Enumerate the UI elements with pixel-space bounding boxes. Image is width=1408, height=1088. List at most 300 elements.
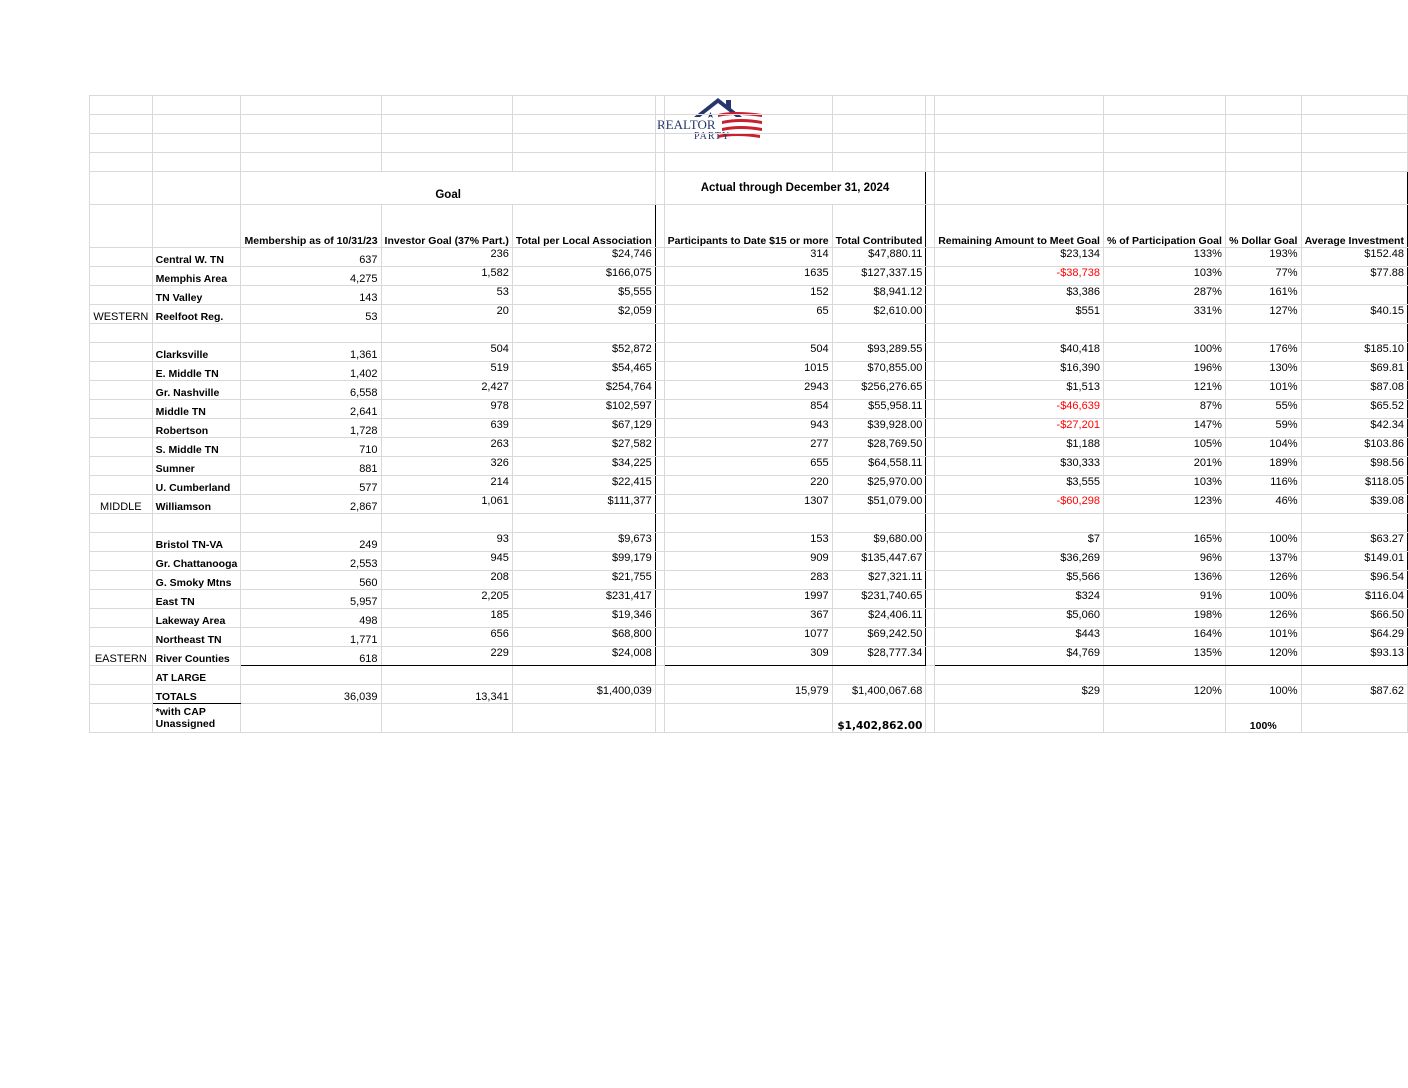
avg-investment-value: $87.08 bbox=[1301, 381, 1407, 400]
total-pct-participation: 120% bbox=[1103, 685, 1225, 704]
participants-value: 1015 bbox=[664, 362, 832, 381]
empty-cell bbox=[832, 514, 926, 533]
membership-value: 881 bbox=[241, 457, 381, 476]
membership-value: 1,402 bbox=[241, 362, 381, 381]
participants-value: 854 bbox=[664, 400, 832, 419]
avg-investment-value: $98.56 bbox=[1301, 457, 1407, 476]
investor-goal-value: 639 bbox=[381, 419, 512, 438]
total-local-value: $24,008 bbox=[512, 647, 655, 666]
empty-cell bbox=[926, 609, 935, 628]
investor-goal-value: 978 bbox=[381, 400, 512, 419]
empty-cell bbox=[832, 666, 926, 685]
empty-cell bbox=[664, 704, 832, 733]
participants-value: 909 bbox=[664, 552, 832, 571]
pct-participation-value: 198% bbox=[1103, 609, 1225, 628]
table-row bbox=[90, 438, 1408, 457]
association-name: East TN bbox=[152, 590, 241, 609]
contributed-value: $8,941.12 bbox=[832, 286, 926, 305]
contributed-value: $64,558.11 bbox=[832, 457, 926, 476]
table-row bbox=[90, 476, 1408, 495]
empty-cell bbox=[90, 533, 153, 552]
empty-cell bbox=[512, 324, 655, 343]
cap-contributed: $1,402,862.00 bbox=[832, 704, 926, 733]
pct-participation-value: 103% bbox=[1103, 267, 1225, 286]
membership-value: 4,275 bbox=[241, 267, 381, 286]
empty-cell bbox=[935, 666, 1104, 685]
empty-cell bbox=[1103, 514, 1225, 533]
empty-cell bbox=[926, 305, 935, 324]
empty-cell bbox=[512, 514, 655, 533]
membership-value: 53 bbox=[241, 305, 381, 324]
total-membership: 36,039 bbox=[241, 685, 381, 704]
empty-cell bbox=[90, 590, 153, 609]
empty-cell bbox=[90, 552, 153, 571]
remaining-value: $1,513 bbox=[935, 381, 1104, 400]
avg-investment-value: $64.29 bbox=[1301, 628, 1407, 647]
table-row bbox=[90, 590, 1408, 609]
membership-value: 637 bbox=[241, 248, 381, 267]
empty-cell bbox=[90, 248, 153, 267]
pct-participation-value: 135% bbox=[1103, 647, 1225, 666]
empty-cell bbox=[90, 438, 153, 457]
participants-value: 1997 bbox=[664, 590, 832, 609]
table-row bbox=[90, 419, 1408, 438]
participants-value: 1077 bbox=[664, 628, 832, 647]
goal-header: Goal bbox=[435, 188, 461, 201]
total-local-value: $22,415 bbox=[512, 476, 655, 495]
avg-investment-value: $39.08 bbox=[1301, 495, 1407, 514]
pct-dollar-value: 137% bbox=[1225, 552, 1301, 571]
table-row bbox=[90, 495, 1408, 514]
contributed-value: $256,276.65 bbox=[832, 381, 926, 400]
participants-value: 309 bbox=[664, 647, 832, 666]
empty-cell bbox=[926, 457, 935, 476]
empty-cell bbox=[926, 419, 935, 438]
empty-cell bbox=[926, 704, 935, 733]
empty-cell bbox=[241, 666, 381, 685]
empty-cell bbox=[926, 685, 935, 704]
remaining-value: $30,333 bbox=[935, 457, 1104, 476]
total-remaining: $29 bbox=[935, 685, 1104, 704]
investor-goal-value: 93 bbox=[381, 533, 512, 552]
pct-participation-value: 133% bbox=[1103, 248, 1225, 267]
remaining-value: $16,390 bbox=[935, 362, 1104, 381]
empty-cell bbox=[90, 381, 153, 400]
empty-cell bbox=[655, 324, 664, 343]
pct-participation-value: 121% bbox=[1103, 381, 1225, 400]
contributed-value: $135,447.67 bbox=[832, 552, 926, 571]
investor-goal-value: 2,205 bbox=[381, 590, 512, 609]
investor-goal-value: 519 bbox=[381, 362, 512, 381]
pct-dollar-value: 46% bbox=[1225, 495, 1301, 514]
association-name: Sumner bbox=[152, 457, 241, 476]
logo-line2: PARTY bbox=[694, 131, 731, 140]
contributed-value: $2,610.00 bbox=[832, 305, 926, 324]
empty-cell bbox=[926, 400, 935, 419]
pct-participation-value: 100% bbox=[1103, 343, 1225, 362]
contributed-value: $24,406.11 bbox=[832, 609, 926, 628]
contributed-value: $39,928.00 bbox=[832, 419, 926, 438]
remaining-value: $40,418 bbox=[935, 343, 1104, 362]
empty-cell bbox=[1301, 324, 1407, 343]
empty-cell bbox=[926, 248, 935, 267]
empty-cell bbox=[926, 590, 935, 609]
contributed-value: $93,289.55 bbox=[832, 343, 926, 362]
association-name: Northeast TN bbox=[152, 628, 241, 647]
pct-dollar-value: 120% bbox=[1225, 647, 1301, 666]
participants-value: 655 bbox=[664, 457, 832, 476]
col-total-per-local: Total per Local Association bbox=[512, 205, 655, 248]
avg-investment-value: $116.04 bbox=[1301, 590, 1407, 609]
empty-cell bbox=[655, 666, 664, 685]
empty-cell bbox=[1301, 704, 1407, 733]
participants-value: 153 bbox=[664, 533, 832, 552]
empty-cell bbox=[1301, 666, 1407, 685]
at-large-label: AT LARGE bbox=[152, 666, 241, 685]
empty-cell bbox=[926, 343, 935, 362]
empty-cell bbox=[926, 647, 935, 666]
association-name: E. Middle TN bbox=[152, 362, 241, 381]
investor-goal-value: 214 bbox=[381, 476, 512, 495]
col-participants: Participants to Date $15 or more bbox=[664, 205, 832, 248]
association-name: Lakeway Area bbox=[152, 609, 241, 628]
col-total-contributed: Total Contributed bbox=[832, 205, 926, 248]
association-name: Middle TN bbox=[152, 400, 241, 419]
pct-dollar-value: 176% bbox=[1225, 343, 1301, 362]
total-pct-dollar: 100% bbox=[1225, 685, 1301, 704]
empty-cell bbox=[241, 514, 381, 533]
total-local-value: $24,746 bbox=[512, 248, 655, 267]
empty-cell bbox=[90, 514, 153, 533]
total-local-value: $166,075 bbox=[512, 267, 655, 286]
remaining-value: $1,188 bbox=[935, 438, 1104, 457]
pct-participation-value: 196% bbox=[1103, 362, 1225, 381]
investor-goal-value: 208 bbox=[381, 571, 512, 590]
remaining-value: $324 bbox=[935, 590, 1104, 609]
membership-value: 5,957 bbox=[241, 590, 381, 609]
col-remaining: Remaining Amount to Meet Goal bbox=[935, 205, 1104, 248]
empty-cell bbox=[655, 704, 664, 733]
table-row bbox=[90, 571, 1408, 590]
empty-cell bbox=[926, 533, 935, 552]
totals-label: TOTALS bbox=[152, 685, 241, 704]
empty-cell bbox=[655, 305, 664, 324]
association-name: U. Cumberland bbox=[152, 476, 241, 495]
table-row bbox=[90, 609, 1408, 628]
cap-label-line2: Unassigned bbox=[155, 718, 216, 730]
pct-dollar-value: 104% bbox=[1225, 438, 1301, 457]
total-local: $1,400,039 bbox=[512, 685, 655, 704]
total-local-value: $99,179 bbox=[512, 552, 655, 571]
participants-value: 283 bbox=[664, 571, 832, 590]
empty-cell bbox=[1103, 666, 1225, 685]
empty-cell bbox=[381, 324, 512, 343]
membership-value: 577 bbox=[241, 476, 381, 495]
total-participants: 15,979 bbox=[664, 685, 832, 704]
pct-participation-value: 331% bbox=[1103, 305, 1225, 324]
total-local-value: $2,059 bbox=[512, 305, 655, 324]
table-row bbox=[90, 305, 1408, 324]
empty-cell bbox=[381, 514, 512, 533]
participants-value: 367 bbox=[664, 609, 832, 628]
empty-cell bbox=[655, 457, 664, 476]
total-local-value: $67,129 bbox=[512, 419, 655, 438]
association-name: Bristol TN-VA bbox=[152, 533, 241, 552]
total-local-value: $5,555 bbox=[512, 286, 655, 305]
pct-participation-value: 123% bbox=[1103, 495, 1225, 514]
pct-participation-value: 201% bbox=[1103, 457, 1225, 476]
membership-value: 710 bbox=[241, 438, 381, 457]
pac-investment-table bbox=[89, 95, 1408, 733]
empty-cell bbox=[655, 495, 664, 514]
blank-row bbox=[90, 514, 1408, 533]
empty-cell bbox=[1301, 514, 1407, 533]
contributed-value: $27,321.11 bbox=[832, 571, 926, 590]
remaining-value: $4,769 bbox=[935, 647, 1104, 666]
investor-goal-value: 236 bbox=[381, 248, 512, 267]
logo-line1: REALTOR bbox=[657, 117, 716, 132]
table-row bbox=[90, 343, 1408, 362]
investor-goal-value: 53 bbox=[381, 286, 512, 305]
table-row bbox=[90, 457, 1408, 476]
empty-cell bbox=[241, 704, 381, 733]
total-local-value: $102,597 bbox=[512, 400, 655, 419]
investor-goal-value: 20 bbox=[381, 305, 512, 324]
association-name: Williamson bbox=[152, 495, 241, 514]
empty-cell bbox=[926, 438, 935, 457]
pct-dollar-value: 130% bbox=[1225, 362, 1301, 381]
membership-value: 560 bbox=[241, 571, 381, 590]
pct-dollar-value: 100% bbox=[1225, 590, 1301, 609]
avg-investment-value: $65.52 bbox=[1301, 400, 1407, 419]
empty-cell bbox=[926, 267, 935, 286]
avg-investment-value: $42.34 bbox=[1301, 419, 1407, 438]
pct-dollar-value: 126% bbox=[1225, 609, 1301, 628]
contributed-value: $231,740.65 bbox=[832, 590, 926, 609]
pct-dollar-value: 161% bbox=[1225, 286, 1301, 305]
pct-dollar-value: 101% bbox=[1225, 628, 1301, 647]
remaining-value: $3,555 bbox=[935, 476, 1104, 495]
empty-cell bbox=[926, 381, 935, 400]
association-name: Clarksville bbox=[152, 343, 241, 362]
empty-cell bbox=[90, 685, 153, 704]
total-local-value: $21,755 bbox=[512, 571, 655, 590]
association-name: Gr. Chattanooga bbox=[152, 552, 241, 571]
empty-cell bbox=[90, 476, 153, 495]
empty-cell bbox=[655, 609, 664, 628]
remaining-value: -$38,738 bbox=[935, 267, 1104, 286]
pct-dollar-value: 116% bbox=[1225, 476, 1301, 495]
total-local-value: $34,225 bbox=[512, 457, 655, 476]
participants-value: 504 bbox=[664, 343, 832, 362]
empty-cell bbox=[655, 381, 664, 400]
empty-cell bbox=[935, 514, 1104, 533]
avg-investment-value: $96.54 bbox=[1301, 571, 1407, 590]
table-row bbox=[90, 381, 1408, 400]
empty-cell bbox=[90, 609, 153, 628]
table-row bbox=[90, 248, 1408, 267]
avg-investment-value: $149.01 bbox=[1301, 552, 1407, 571]
empty-cell bbox=[926, 666, 935, 685]
empty-cell bbox=[664, 324, 832, 343]
empty-cell bbox=[655, 419, 664, 438]
empty-cell bbox=[152, 514, 241, 533]
membership-value: 249 bbox=[241, 533, 381, 552]
pct-dollar-value: 55% bbox=[1225, 400, 1301, 419]
association-name: Reelfoot Reg. bbox=[152, 305, 241, 324]
blank-row bbox=[90, 324, 1408, 343]
total-local-value: $254,764 bbox=[512, 381, 655, 400]
pct-dollar-value: 189% bbox=[1225, 457, 1301, 476]
pct-participation-value: 165% bbox=[1103, 533, 1225, 552]
col-pct-participation: % of Participation Goal bbox=[1103, 205, 1225, 248]
empty-cell bbox=[655, 552, 664, 571]
empty-cell bbox=[1103, 324, 1225, 343]
pct-dollar-value: 126% bbox=[1225, 571, 1301, 590]
empty-cell bbox=[655, 248, 664, 267]
empty-cell bbox=[1225, 514, 1301, 533]
investor-goal-value: 656 bbox=[381, 628, 512, 647]
empty-cell bbox=[655, 628, 664, 647]
avg-investment-value: $77.88 bbox=[1301, 267, 1407, 286]
pct-participation-value: 136% bbox=[1103, 571, 1225, 590]
membership-value: 6,558 bbox=[241, 381, 381, 400]
remaining-value: -$46,639 bbox=[935, 400, 1104, 419]
empty-cell bbox=[655, 362, 664, 381]
table-row bbox=[90, 666, 1408, 685]
participants-value: 314 bbox=[664, 248, 832, 267]
empty-cell bbox=[926, 552, 935, 571]
participants-value: 65 bbox=[664, 305, 832, 324]
cap-row bbox=[90, 704, 1408, 733]
empty-cell bbox=[935, 324, 1104, 343]
pct-participation-value: 87% bbox=[1103, 400, 1225, 419]
investor-goal-value: 504 bbox=[381, 343, 512, 362]
total-contributed: $1,400,067.68 bbox=[832, 685, 926, 704]
empty-cell bbox=[512, 704, 655, 733]
empty-cell bbox=[90, 666, 153, 685]
table-row bbox=[90, 628, 1408, 647]
empty-cell bbox=[926, 324, 935, 343]
participants-value: 1635 bbox=[664, 267, 832, 286]
contributed-value: $28,777.34 bbox=[832, 647, 926, 666]
col-membership: Membership as of 10/31/23 bbox=[241, 205, 381, 248]
remaining-value: $551 bbox=[935, 305, 1104, 324]
empty-cell bbox=[381, 666, 512, 685]
avg-investment-value: $66.50 bbox=[1301, 609, 1407, 628]
contributed-value: $47,880.11 bbox=[832, 248, 926, 267]
remaining-value: $3,386 bbox=[935, 286, 1104, 305]
pct-dollar-value: 101% bbox=[1225, 381, 1301, 400]
table-row bbox=[90, 647, 1408, 666]
investor-goal-value: 945 bbox=[381, 552, 512, 571]
pct-dollar-value: 193% bbox=[1225, 248, 1301, 267]
contributed-value: $9,680.00 bbox=[832, 533, 926, 552]
empty-cell bbox=[655, 267, 664, 286]
empty-cell bbox=[926, 495, 935, 514]
contributed-value: $55,958.11 bbox=[832, 400, 926, 419]
empty-cell bbox=[926, 628, 935, 647]
table-row bbox=[90, 400, 1408, 419]
empty-cell bbox=[655, 286, 664, 305]
total-local-value: $27,582 bbox=[512, 438, 655, 457]
empty-cell bbox=[512, 666, 655, 685]
empty-cell bbox=[90, 324, 153, 343]
empty-cell bbox=[655, 343, 664, 362]
table-row bbox=[90, 533, 1408, 552]
contributed-value: $28,769.50 bbox=[832, 438, 926, 457]
region-label: WESTERN bbox=[90, 305, 153, 324]
avg-investment-value: $40.15 bbox=[1301, 305, 1407, 324]
empty-cell bbox=[90, 286, 153, 305]
membership-value: 2,641 bbox=[241, 400, 381, 419]
association-name: Gr. Nashville bbox=[152, 381, 241, 400]
contributed-value: $51,079.00 bbox=[832, 495, 926, 514]
col-avg-investment: Average Investment bbox=[1301, 205, 1407, 248]
empty-cell bbox=[935, 704, 1104, 733]
cap-pct-dollar: 100% bbox=[1225, 704, 1301, 733]
total-local-value: $19,346 bbox=[512, 609, 655, 628]
investor-goal-value: 185 bbox=[381, 609, 512, 628]
empty-cell bbox=[655, 647, 664, 666]
region-label: EASTERN bbox=[90, 647, 153, 666]
total-investor-goal: 13,341 bbox=[381, 685, 512, 704]
participants-value: 277 bbox=[664, 438, 832, 457]
avg-investment-value bbox=[1301, 286, 1407, 305]
participants-value: 152 bbox=[664, 286, 832, 305]
remaining-value: $443 bbox=[935, 628, 1104, 647]
membership-value: 143 bbox=[241, 286, 381, 305]
empty-cell bbox=[90, 571, 153, 590]
pct-participation-value: 287% bbox=[1103, 286, 1225, 305]
empty-cell bbox=[1103, 704, 1225, 733]
empty-cell bbox=[152, 324, 241, 343]
remaining-value: -$60,298 bbox=[935, 495, 1104, 514]
investor-goal-value: 1,061 bbox=[381, 495, 512, 514]
empty-cell bbox=[655, 533, 664, 552]
pct-participation-value: 103% bbox=[1103, 476, 1225, 495]
association-name: S. Middle TN bbox=[152, 438, 241, 457]
empty-cell bbox=[655, 590, 664, 609]
avg-investment-value: $185.10 bbox=[1301, 343, 1407, 362]
contributed-value: $70,855.00 bbox=[832, 362, 926, 381]
empty-cell bbox=[655, 514, 664, 533]
investor-goal-value: 263 bbox=[381, 438, 512, 457]
total-local-value: $52,872 bbox=[512, 343, 655, 362]
pct-dollar-value: 127% bbox=[1225, 305, 1301, 324]
table-row bbox=[90, 267, 1408, 286]
participants-value: 220 bbox=[664, 476, 832, 495]
empty-cell bbox=[90, 419, 153, 438]
table-row bbox=[90, 286, 1408, 305]
empty-cell bbox=[664, 666, 832, 685]
empty-cell bbox=[90, 267, 153, 286]
total-local-value: $231,417 bbox=[512, 590, 655, 609]
avg-investment-value: $63.27 bbox=[1301, 533, 1407, 552]
empty-cell bbox=[664, 514, 832, 533]
actual-header: Actual through December 31, 2024 bbox=[700, 181, 890, 194]
empty-cell bbox=[926, 286, 935, 305]
membership-value: 1,728 bbox=[241, 419, 381, 438]
empty-cell bbox=[832, 324, 926, 343]
empty-cell bbox=[90, 362, 153, 381]
membership-value: 2,867 bbox=[241, 495, 381, 514]
investor-goal-value: 326 bbox=[381, 457, 512, 476]
empty-cell bbox=[926, 362, 935, 381]
empty-cell bbox=[90, 457, 153, 476]
membership-value: 618 bbox=[241, 647, 381, 666]
remaining-value: $7 bbox=[935, 533, 1104, 552]
